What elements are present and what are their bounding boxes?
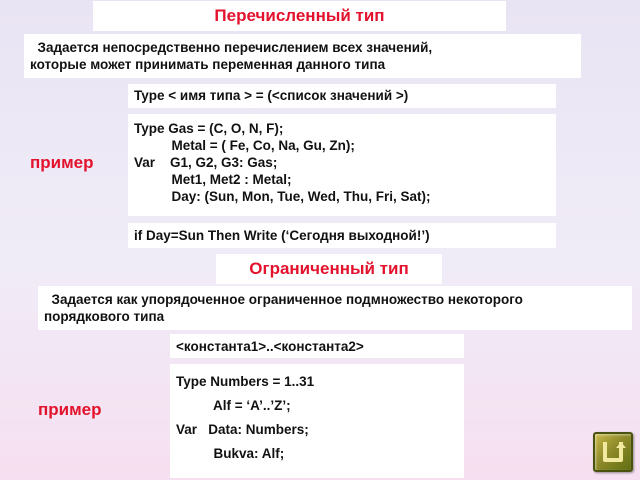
section1-syntax — [128, 84, 556, 108]
subrange-syntax-text: <константа1>..<константа2> — [176, 339, 364, 354]
code-line: Bukva: Alf; — [176, 446, 285, 461]
section1-title: Перечисленный тип — [214, 6, 385, 25]
section1-description — [24, 34, 581, 78]
code-line: Var Data: Numbers; — [176, 422, 309, 437]
code-line: Metal = ( Fe, Co, Na, Gu, Zn); — [134, 138, 355, 153]
code-line: Day: (Sun, Mon, Tue, Wed, Thu, Fri, Sat); — [134, 189, 431, 204]
section1-description-line: которые может принимать переменная данного типа — [30, 57, 386, 72]
section2-description-line: Задается как упорядоченное ограниченное подмножество некоторого — [44, 292, 523, 307]
section2-description-line: порядкового типа — [44, 309, 165, 324]
code-line: Type Gas = (C, O, N, F); — [134, 121, 284, 136]
section1-if-statement — [128, 223, 556, 248]
code-line: Alf = ‘A’..’Z’; — [176, 398, 291, 413]
if-statement-text: if Day=Sun Then Write (‘Сегодня выходной!’) — [134, 228, 430, 243]
code-line: Var G1, G2, G3: Gas; — [134, 155, 278, 170]
return-button[interactable] — [593, 432, 633, 472]
section1-code-block — [128, 114, 556, 216]
section1-title-box — [93, 1, 506, 31]
code-line: Met1, Met2 : Metal; — [134, 172, 292, 187]
enum-syntax-text: Type < имя типа > = (<список значений >) — [134, 88, 409, 103]
section2-title-box — [216, 254, 442, 284]
section2-description — [38, 286, 632, 330]
section2-code-block — [170, 364, 464, 478]
section1-example-label: пример — [30, 153, 94, 172]
section2-title: Ограниченный тип — [249, 259, 409, 278]
section1-description-line: Задается непосредственно перечислением всех значений, — [30, 40, 433, 55]
return-arrow-icon — [595, 434, 631, 470]
section2-syntax — [170, 334, 464, 358]
code-line: Type Numbers = 1..31 — [176, 374, 315, 389]
section2-example-label: пример — [38, 400, 102, 419]
